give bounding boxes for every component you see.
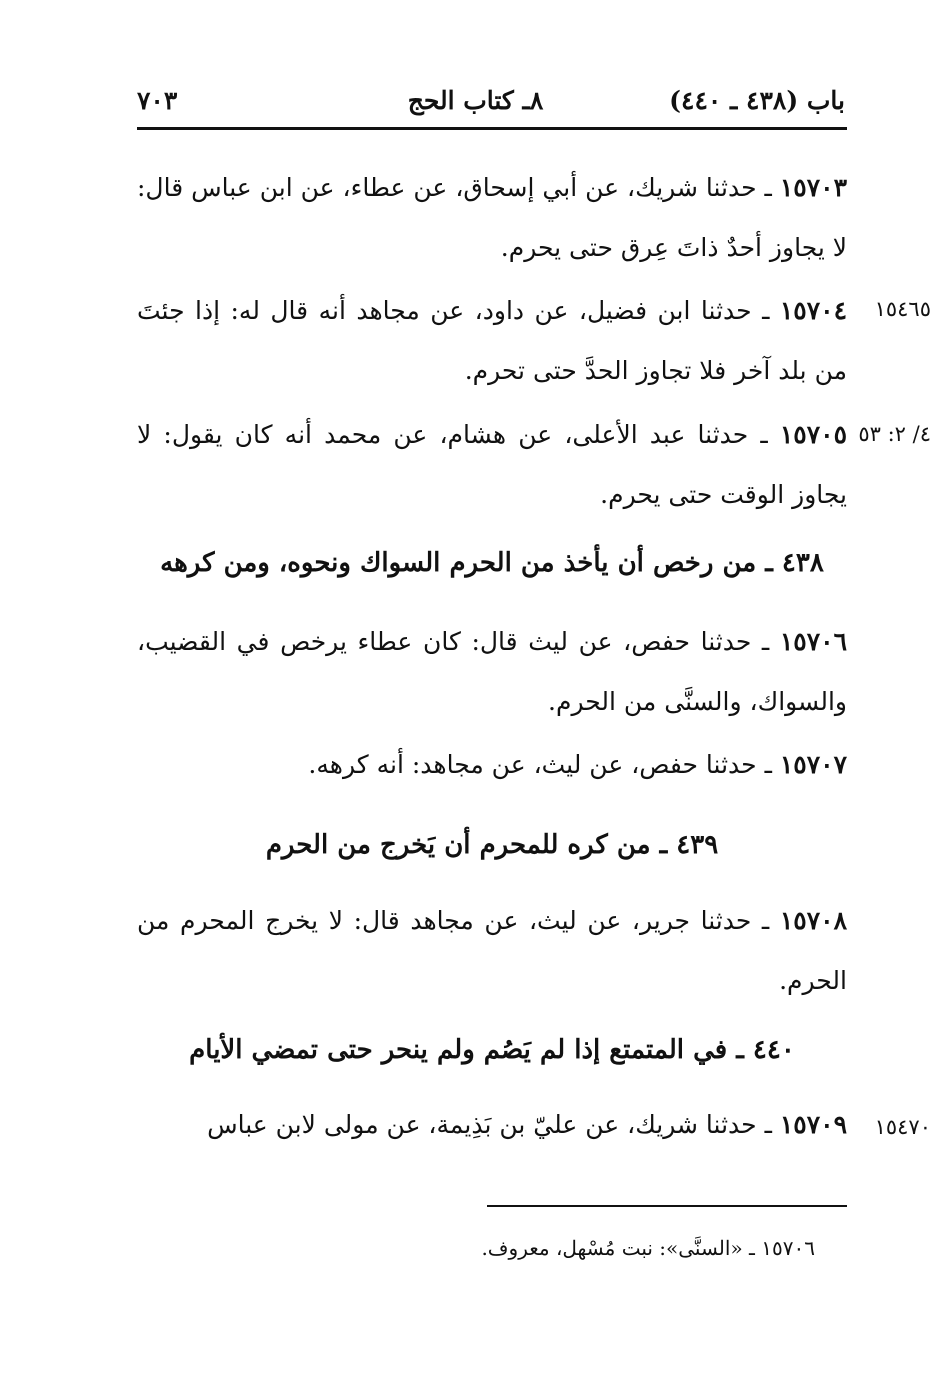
hadith-entry <box>137 281 847 401</box>
margin-reference: ١٥٤٧٠ <box>874 1115 931 1139</box>
margin-reference: ١٥٤٦٥ <box>874 297 931 321</box>
chapter-heading: ٤٤٠ ـ في المتمتع إذا لم يَصُم ولم ينحر حتى تمضي الأيام <box>189 1035 795 1065</box>
hadith-entry <box>137 612 847 732</box>
hadith-entry <box>137 1095 847 1155</box>
chapter-range: باب (٤٣٨ ـ ٤٤٠) <box>669 86 845 115</box>
hadith-text: ـ حدثنا عبد الأعلى، عن هشام، عن محمد أنه كان يقول: لا يجاوز الوقت حتى يحرم. <box>137 420 847 509</box>
hadith-number: ١٥٧٠٤ <box>779 296 847 325</box>
hadith-number: ١٥٧٠٣ <box>779 173 847 202</box>
hadith-text: ـ حدثنا ابن فضيل، عن داود، عن مجاهد أنه قال له: إذا جئتَ من بلد آخر فلا تجاوز الحدَّ حتى تحرم. <box>137 296 847 385</box>
hadith-text: ـ حدثنا حفص، عن ليث، عن مجاهد: أنه كرهه. <box>308 750 772 779</box>
hadith-number: ١٥٧٠٦ <box>779 627 847 656</box>
chapter-heading: ٤٣٨ ـ من رخص أن يأخذ من الحرم السواك ونحوه، ومن كرهه <box>160 548 824 578</box>
hadith-number: ١٥٧٠٧ <box>779 750 847 779</box>
hadith-entry <box>137 158 847 278</box>
header-rule <box>137 127 847 130</box>
hadith-entry <box>137 891 847 1011</box>
hadith-text: ـ حدثنا شريك، عن أبي إسحاق، عن عطاء، عن ابن عباس قال: لا يجاوز أحدٌ ذاتَ عِرق حتى يحرم. <box>137 173 847 262</box>
hadith-number: ١٥٧٠٥ <box>779 420 847 449</box>
hadith-number: ١٥٧٠٨ <box>779 906 848 935</box>
hadith-text: ـ حدثنا شريك، عن عليّ بن بَذِيمة، عن مولى لابن عباس <box>207 1110 772 1139</box>
hadith-entry <box>137 735 847 795</box>
hadith-entry <box>137 405 847 525</box>
margin-reference: ٤/ ٢: ٥٣ <box>858 422 931 446</box>
footnote-rule <box>487 1205 847 1207</box>
hadith-number: ١٥٧٠٩ <box>779 1110 847 1139</box>
page-number: ٧٠٣ <box>137 86 178 115</box>
hadith-text: ـ حدثنا جرير، عن ليث، عن مجاهد قال: لا يخرج المحرم من الحرم. <box>137 906 847 995</box>
footnote: ١٥٧٠٦ ـ «السنَّى»: نبت مُسْهل، معروف. <box>481 1236 815 1260</box>
book-title: ٨ـ كتاب الحج <box>407 86 544 115</box>
chapter-heading: ٤٣٩ ـ من كره للمحرم أن يَخرج من الحرم <box>265 830 719 860</box>
hadith-text: ـ حدثنا حفص، عن ليث قال: كان عطاء يرخص في القضيب، والسواك، والسنَّى من الحرم. <box>137 627 847 716</box>
